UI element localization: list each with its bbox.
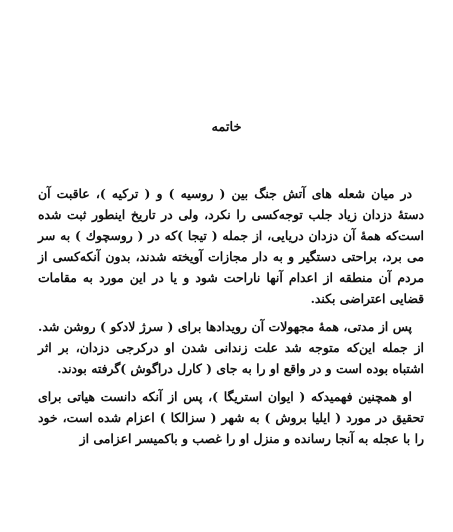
paragraph-1: در میان شعله های آتش جنگ بین ( روسیه ) و ( ترکیه )، عاقبت آن دستهٔ دزدان زیاد جلب توجه‌کسی را نکرد، ولی در تاریخ اینطور ثبت شده است‌که همهٔ آن دزدان دریایی، از جمله ( تیجا )که در ( روسچوك ) به سر می برد، براحتی دستگیر و به دار مجازات آویخته شدند، بدون آنکه‌کسی از مردم آن منطقه از اعدام آنها ناراحت شود و یا در این مورد به مقامات قضایی اعتراضی بکند. (38, 186, 424, 306)
chapter-body (38, 183, 424, 449)
paragraph-2: پس از مدتی، همهٔ مجهولات آن رویدادها برای ( سرژ لادکو ) روشن شد. از جمله این‌که متوجه شد علت زندانی شدن او درکرجی دزدان، بر اثر اشتباه بوده است و در واقع او را به جای ( کارل دراگوش )گرفته بودند. (38, 319, 424, 376)
chapter-title: خاتمه (211, 120, 242, 135)
paragraph-3: او همچنین فهمیدکه ( ایوان استریگا )، پس از آنکه دانست هیاتی برای تحقیق در مورد ( ایلیا بروش ) به شهر ( سزالکا ) اعزام شده است، خود را با عجله به آنجا رسانده و منزل او را غصب و باکمیسر اعزامی از (38, 389, 424, 446)
